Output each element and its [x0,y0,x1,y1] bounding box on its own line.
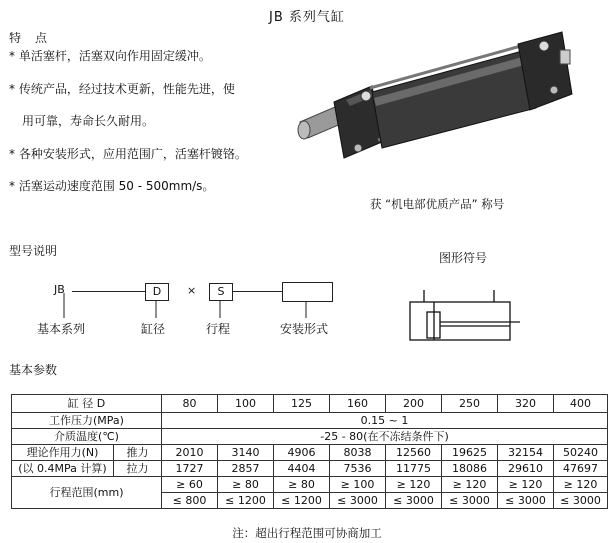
model-label-bore: 缸径 [141,322,166,336]
bore-value: 250 [442,395,498,413]
symbol-heading: 图形符号 [439,251,488,265]
stroke-max-value: ≤ 1200 [274,493,330,509]
bore-value: 320 [498,395,554,413]
push-value: 8038 [330,445,386,461]
bore-value: 80 [162,395,218,413]
page-title: JB 系列气缸 [269,10,345,25]
table-row-medium [12,429,608,445]
stroke-max-value: ≤ 3000 [386,493,442,509]
bore-value: 400 [554,395,608,413]
model-label-mount: 安装形式 [280,322,329,336]
feature-item: * 单活塞杆，活塞双向作用固定缓冲。 [9,49,211,63]
feature-item: * 传统产品，经过技术更新，性能先进，使 [9,82,235,96]
stroke-min-value: ≥ 120 [442,477,498,493]
push-value: 4906 [274,445,330,461]
pull-label: 拉力 [114,461,162,477]
pull-value: 1727 [162,461,218,477]
model-label-series: 基本系列 [37,322,86,336]
model-prefix: JB [54,283,65,296]
stroke-label: 行程范围(mm) [12,477,162,509]
pull-value: 47697 [554,461,608,477]
feature-item: * 各种安装形式，应用范围广，活塞杆镀铬。 [9,147,247,161]
stroke-max-value: ≤ 3000 [498,493,554,509]
cylinder-graphic-symbol [400,284,530,354]
bore-value: 160 [330,395,386,413]
table-row-bore [12,395,608,413]
stroke-max-value: ≤ 3000 [442,493,498,509]
stroke-max-value: ≤ 800 [162,493,218,509]
stroke-min-value: ≥ 120 [554,477,608,493]
params-heading: 基本参数 [9,363,58,377]
pull-value: 2857 [218,461,274,477]
model-times-sign: × [187,284,197,297]
push-value: 19625 [442,445,498,461]
bore-value: 200 [386,395,442,413]
stroke-min-value: ≥ 120 [386,477,442,493]
push-value: 2010 [162,445,218,461]
push-value: 32154 [498,445,554,461]
pressure-value: 0.15 ~ 1 [162,413,608,429]
push-value: 3140 [218,445,274,461]
stroke-min-value: ≥ 80 [218,477,274,493]
footnote: 注：超出行程范围可协商加工 [232,526,382,540]
pull-value: 29610 [498,461,554,477]
push-value: 12560 [386,445,442,461]
pull-value: 18086 [442,461,498,477]
push-label: 推力 [114,445,162,461]
table-row-pressure [12,413,608,429]
medium-value: -25 - 80(在不冻结条件下) [162,429,608,445]
pressure-label: 工作压力(MPa) [12,413,162,429]
model-heading: 型号说明 [9,244,58,258]
model-bore-box: D [145,283,169,301]
model-label-stroke: 行程 [206,322,231,336]
award-caption: 获 “机电部优质产品” 称号 [370,197,505,211]
stroke-min-value: ≥ 80 [274,477,330,493]
stroke-max-value: ≤ 1200 [218,493,274,509]
feature-item: * 活塞运动速度范围 50 - 500mm/s。 [9,179,215,193]
table-row-stroke-min [12,477,608,493]
table-row-pull [12,461,608,477]
stroke-min-value: ≥ 120 [498,477,554,493]
model-stroke-box: S [209,283,233,301]
bore-value: 125 [274,395,330,413]
parameters-table [11,394,608,509]
table-row-push [12,445,608,461]
stroke-max-value: ≤ 3000 [554,493,608,509]
force-label-1: 理论作用力(N) [12,445,114,461]
stroke-max-value: ≤ 3000 [330,493,386,509]
features-heading: 特点 [9,31,62,45]
bore-label: 缸 径 D [12,395,162,413]
stroke-min-value: ≥ 100 [330,477,386,493]
pull-value: 7536 [330,461,386,477]
pull-value: 4404 [274,461,330,477]
feature-item: 用可靠，寿命长久耐用。 [22,114,155,128]
pull-value: 11775 [386,461,442,477]
medium-label: 介质温度(℃) [12,429,162,445]
bore-value: 100 [218,395,274,413]
force-label-2: (以 0.4MPa 计算) [12,461,114,477]
push-value: 50240 [554,445,608,461]
stroke-min-value: ≥ 60 [162,477,218,493]
